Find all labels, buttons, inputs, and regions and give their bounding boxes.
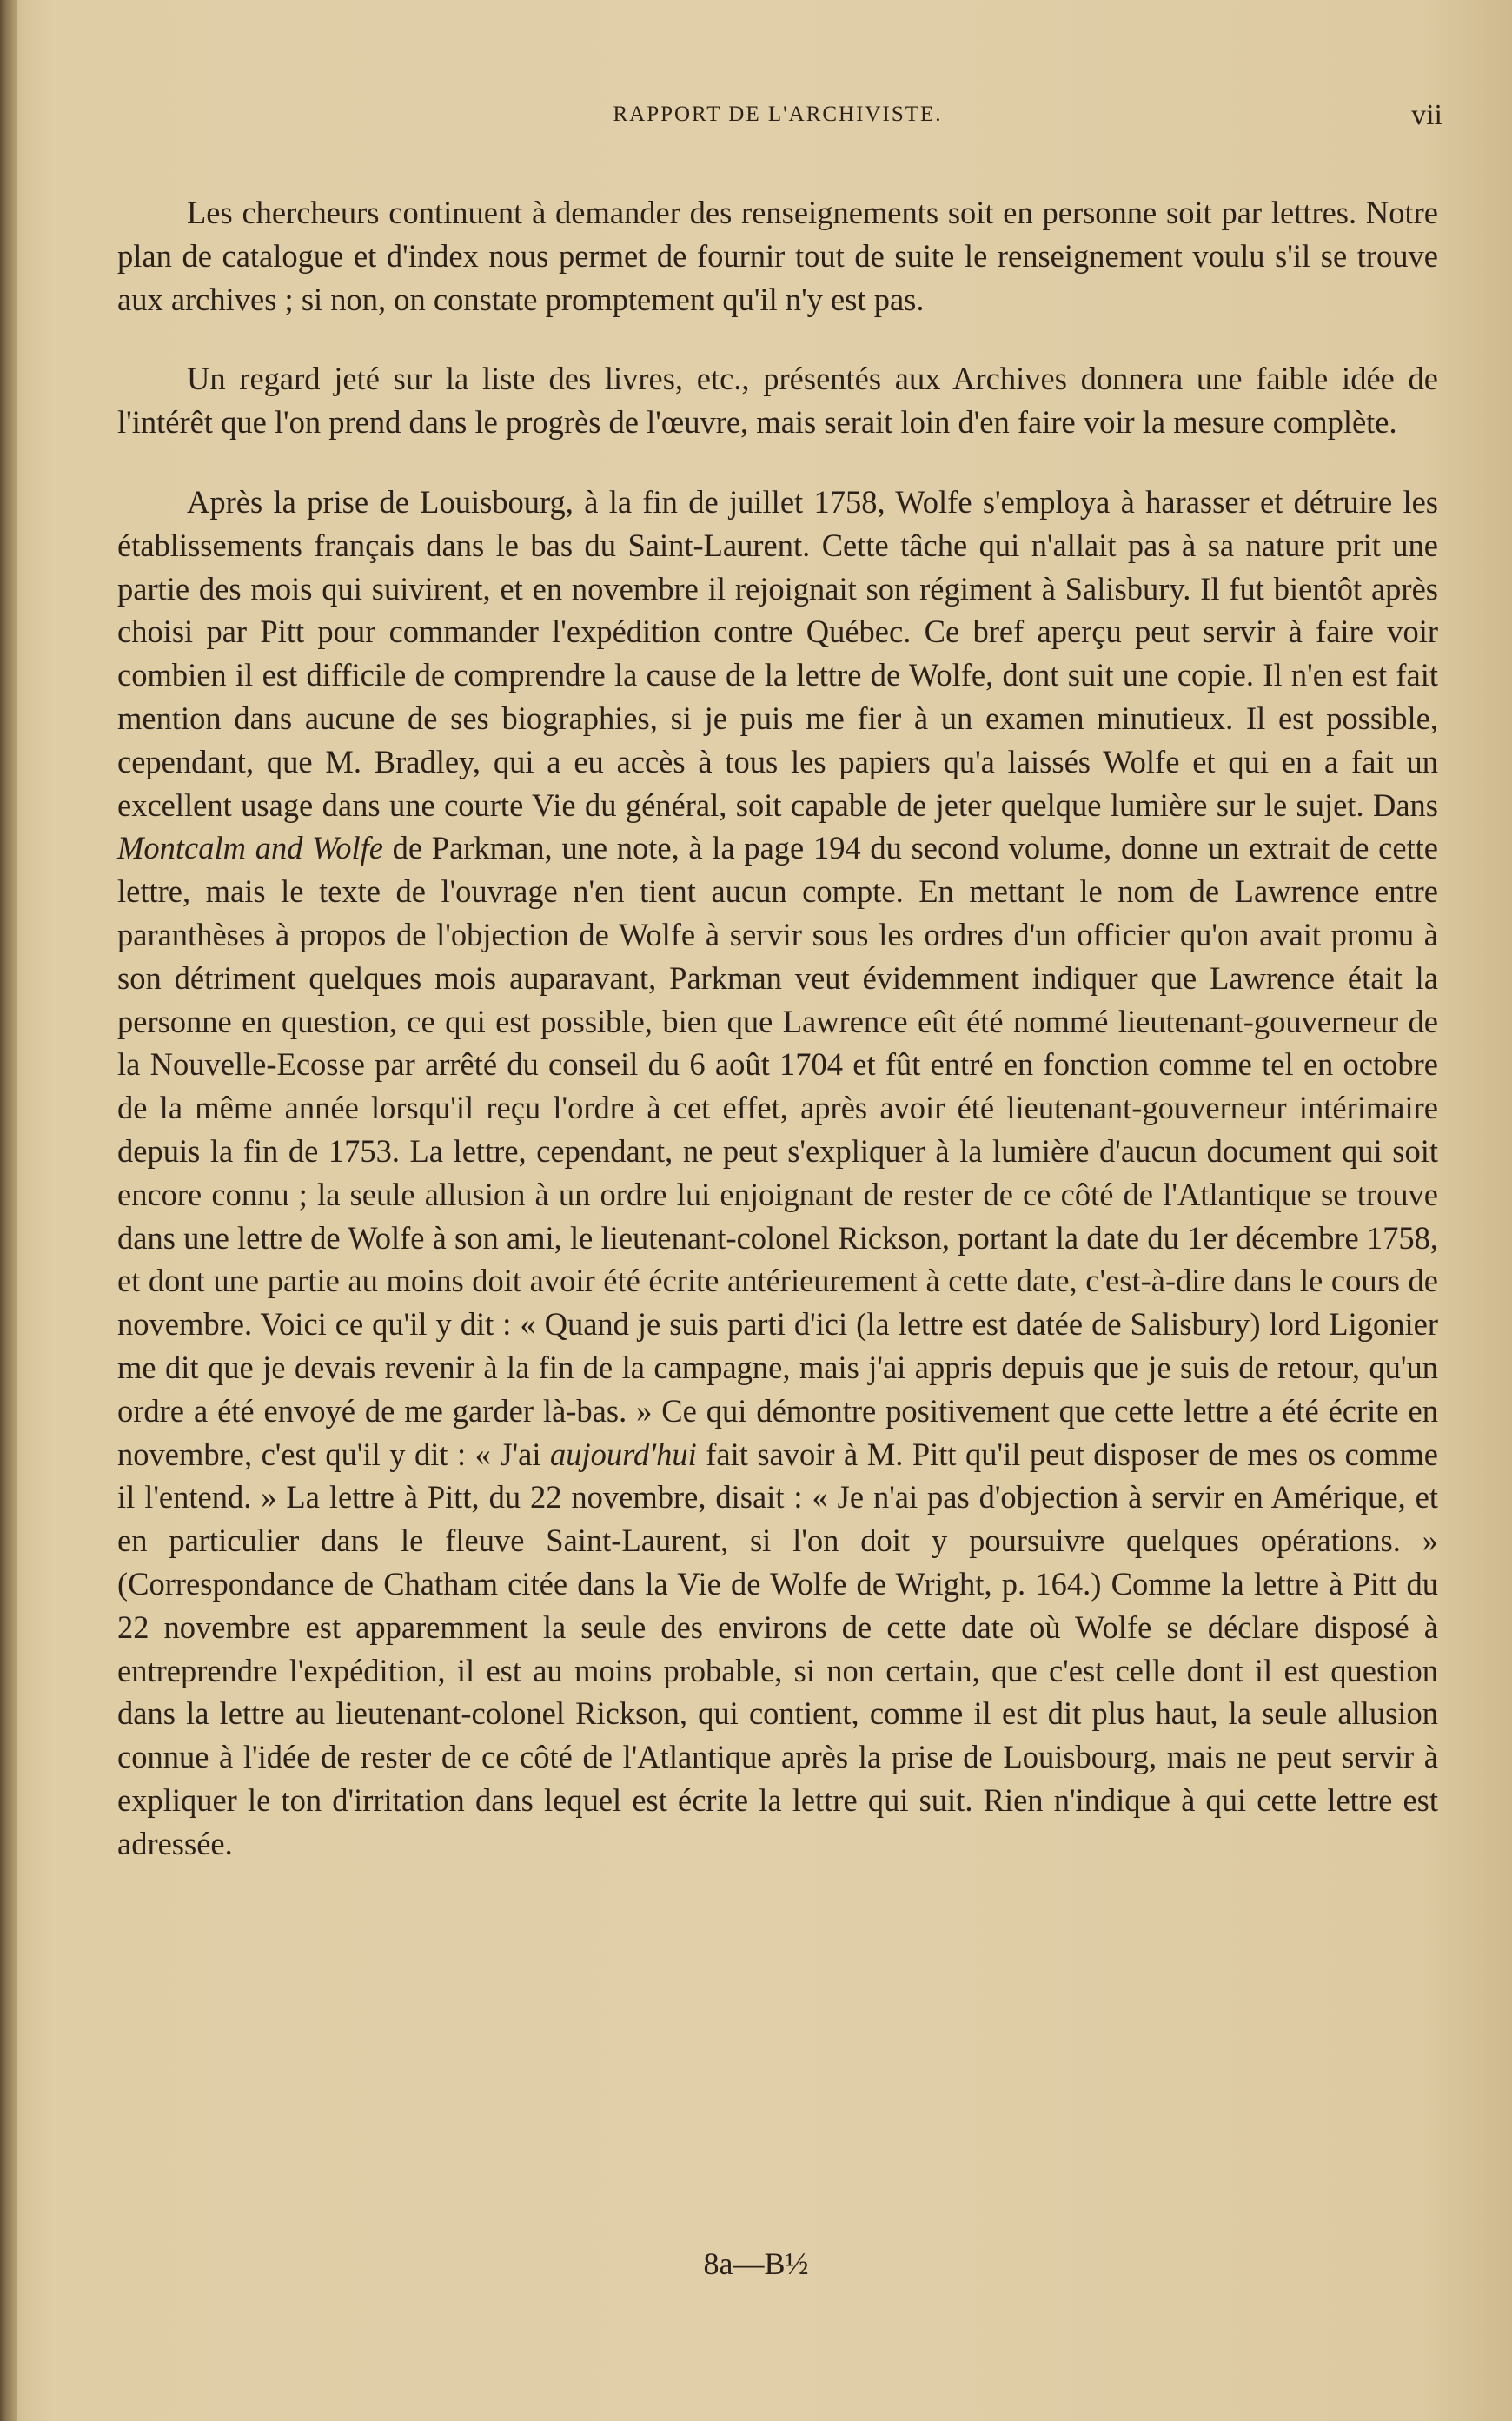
- body-text: [117, 191, 1438, 1865]
- signature-mark: 8a—B½: [703, 2246, 809, 2281]
- paragraph-researchers: Les chercheurs continuent à demander des renseignements soit en personne soit par lettres. Notre plan de catalogue et d'index nous permet de fournir tout de suite le renseignement voulu s'il se trouve aux archives ; si non, on constate promptement qu'il n'y est pas.: [117, 195, 1438, 317]
- paragraph-wolfe-text-start: Après la prise de Louisbourg, à la fin de juillet 1758, Wolfe s'employa à harasser et détruire les établissements français dans le bas du Saint-Laurent. Cette tâche qui n'allait pas à sa nature prit une partie des mois qui suivirent, et en novembre il rejoignait son régiment à Salisbury. Il fut bientôt après choisi par Pitt pour commander l'expédition contre Québec. Ce bref aperçu peut servir à faire voir combien il est difficile de comprendre la cause de la lettre de Wolfe, dont suit une copie. Il n'en est fait mention dans aucune de ses biographies, si je puis me fier à un examen minutieux. Il est possible, cependant, que M. Bradley, qui a eu accès à tous les papiers qu'a laissés Wolfe et qui en a fait un excellent usage dans une courte Vie du général, soit capable de jeter quelque lumière sur le sujet. Dans: [117, 483, 1438, 823]
- book-spine-shadow: [0, 0, 17, 2421]
- paragraph-wolfe-text-end: fait savoir à M. Pitt qu'il peut disposer de mes os comme il l'entend. » La lettre à Pitt, du 22 novembre, disait : « Je n'ai pas d'objection à servir en Amérique, et en particulier dans le fleuve Saint-Laurent, si l'on doit y poursuivre quelques opérations. » (Correspondance de Chatham citée dans la Vie de Wolfe de Wright, p. 164.) Comme la lettre à Pitt du 22 novembre est apparemment la seule des environs de cette date où Wolfe se déclare disposé à entreprendre l'expédition, il est au moins probable, si non certain, que c'est celle dont il est question dans la lettre au lieutenant-colonel Rickson, qui contient, comme il est dit plus haut, la seule allusion connue à l'idée de rester de ce côté de l'Atlantique après la prise de Louisbourg, mais ne peut servir à expliquer le ton d'irritation dans lequel est écrite la lettre qui suit. Rien n'indique à qui cette lettre est adressée.: [117, 1436, 1438, 1861]
- book-title-italic: Montcalm and Wolfe: [117, 830, 383, 866]
- emphasis-italic: aujourd'hui: [550, 1436, 697, 1472]
- paragraph-wolfe-text-middle: de Parkman, une note, à la page 194 du second volume, donne un extrait de cette lettre, mais le texte de l'ouvrage n'en tient aucun compte. En mettant le nom de Lawrence entre paranthèses à propos de l'objection de Wolfe à servir sous les ordres d'un officier qu'on avait promu à son détriment quelques mois auparavant, Parkman veut évidemment indiquer que Lawrence était la personne en question, ce qui est possible, bien que Lawrence eût été nommé lieutenant-gouverneur de la Nouvelle-Ecosse par arrêté du conseil du 6 août 1704 et fût entré en fonction comme tel en octobre de la même année lorsqu'il reçu l'ordre à cet effet, après avoir été lieutenant-gouverneur intérimaire depuis la fin de 1753. La lettre, cependant, ne peut s'expliquer à la lumière d'aucun document qui soit encore connu ; la seule allusion à un ordre lui enjoignant de rester de ce côté de l'Atlantique se trouve dans une lettre de Wolfe à son ami, le lieutenant-colonel Rickson, portant la date du 1er décembre 1758, et dont une partie au moins doit avoir été écrite antérieurement à cette date, c'est-à-dire dans le cours de novembre. Voici ce qu'il y dit : « Quand je suis parti d'ici (la lettre est datée de Salisbury) lord Ligonier me dit que je devais revenir à la fin de la campagne, mais j'ai appris depuis que je suis de retour, qu'un ordre a été envoyé de me garder là-bas. » Ce qui démontre positivement que cette lettre a été écrite en novembre, c'est qu'il y dit : « J'ai: [117, 830, 1438, 1472]
- paragraph-list-of-books: Un regard jeté sur la liste des livres, etc., présentés aux Archives donnera une faible idée de l'intérêt que l'on prend dans le progrès de l'œuvre, mais serait loin d'en faire voir la mesure complète.: [117, 361, 1438, 441]
- running-title: RAPPORT DE L'ARCHIVISTE.: [613, 103, 943, 126]
- page-header: [113, 99, 1442, 137]
- paragraph-wolfe-letter: [117, 481, 1438, 1866]
- page-number: vii: [1411, 99, 1442, 131]
